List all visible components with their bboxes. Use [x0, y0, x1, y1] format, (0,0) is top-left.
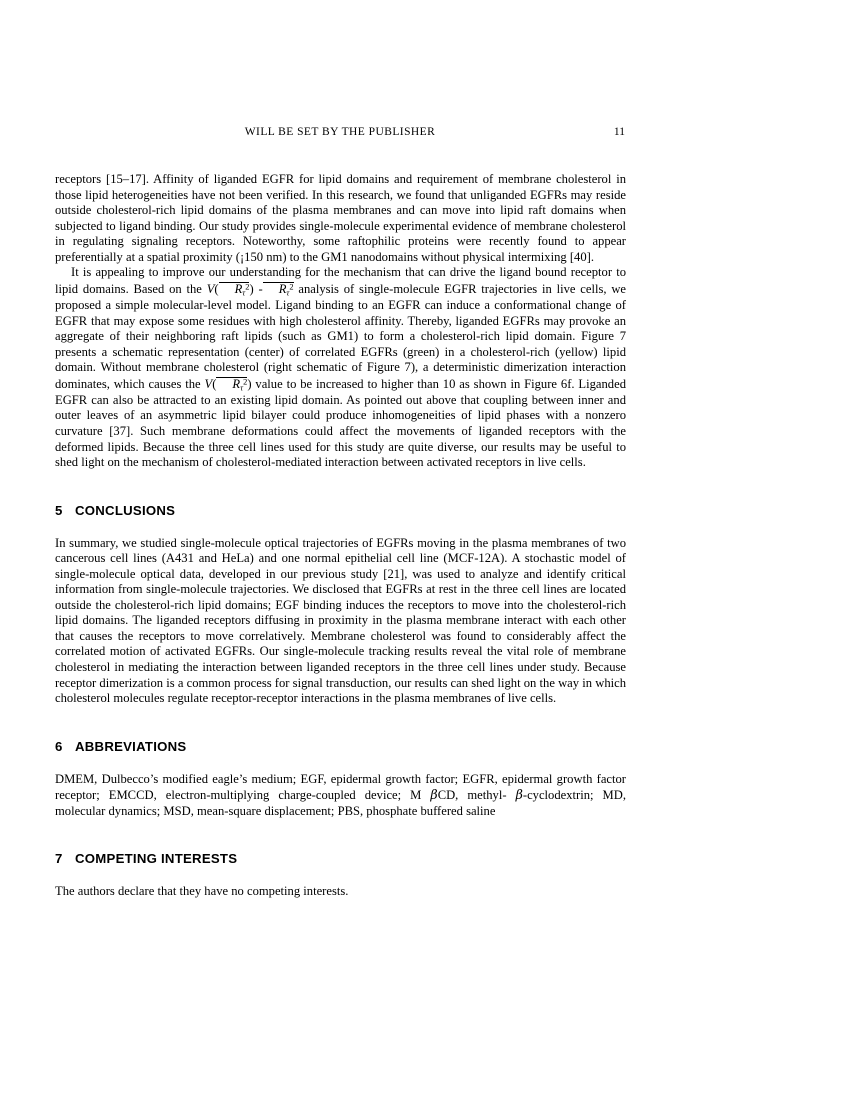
section-heading-abbreviations: [55, 739, 626, 755]
beta-symbol-cyclodextrin: β: [515, 787, 523, 803]
body-column: [55, 172, 626, 900]
spacer-before-competing-interests: [55, 819, 626, 851]
abbreviations-text-b: CD, methyl-: [437, 788, 516, 803]
formula-tau: τ: [242, 288, 246, 298]
formula-exponent-b: 2: [243, 377, 248, 387]
formula-V-b: V: [204, 376, 213, 391]
paragraph-2-text-a: It is appealing to improve our understanding for the mechanism that can drive the ligand bound receptor to lipid domains. Based on the: [55, 265, 626, 296]
section-number-5: 5: [55, 502, 63, 518]
beta-symbol-mbcd: β: [430, 787, 438, 803]
spacer-after-abbreviations-head: [55, 755, 626, 772]
section-heading-conclusions: [55, 503, 626, 519]
section-body-competing-interests: The authors declare that they have no competing interests.: [55, 884, 349, 899]
section-title-abbreviations: ABBREVIATIONS: [75, 738, 187, 754]
spacer-before-conclusions: [55, 471, 626, 503]
inline-formula-variance: V( $R_\tau^2$): [204, 376, 252, 393]
spacer-before-abbreviations: [55, 707, 626, 739]
formula-exponent: 2: [245, 282, 250, 292]
section-body-abbreviations: [55, 772, 626, 820]
paragraph-1-text: receptors [15–17]. Affinity of liganded EGFR for lipid domains and requirement of membrane cholesterol in those lipid heterogeneities have not been verified. In this research, we found that unliganded EGFRs may reside outside cholesterol-rich lipid domains of the plasma membranes and can move into lipid raft domains when subjected to ligand binding. Our study provides single-molecule experimental evidence of membrane cholesterol in regulating signaling receptors. Noteworthy, some raftophilic proteins were recently found to appear preferentially at a spatial proximity (¡150 nm) to the GM1 nanodomains without physical intermixing [40].: [55, 172, 626, 264]
spacer-after-conclusions-head: [55, 519, 626, 536]
formula-V: V: [206, 281, 215, 296]
abbreviations-text-c: -cyclodextrin; MD, molecular dynamics; MSD, mean-square displacement; PBS, phosphate buffered saline: [55, 788, 626, 818]
spacer-after-competing-head: [55, 867, 626, 884]
paragraph-model-discussion: [55, 265, 626, 470]
running-head-title: WILL BE SET BY THE PUBLISHER: [244, 126, 436, 138]
paragraph-continued: [55, 172, 626, 265]
formula-R-b: R: [232, 376, 241, 391]
section-title-competing-interests: COMPETING INTERESTS: [75, 851, 238, 867]
paragraph-2-text-b: analysis of single-molecule EGFR trajectories in live cells, we proposed a simple molecular-level model. Ligand binding to an EGFR can induce a conformational change of EGFR that may expose some residues with high cholesterol affinity. Thereby, liganded EGFRs may provoke an aggregate of their neighboring raft lipids (such as GM1) to form a cholesterol-rich lipid domain. Figure 7 presents a schematic representation (center) of correlated EGFRs (green) in a cholesterol-rich (yellow) lipid domain. Without membrane cholesterol (right schematic of Figure 7), a deterministic dimerization interaction dominates, which causes the: [55, 281, 627, 391]
section-body-conclusions: In summary, we studied single-molecule optical trajectories of EGFRs moving in the plasma membranes of two cancerous cell lines (A431 and HeLa) and one normal epithelial cell line (MCF-12A). A stochastic model of single-molecule optical data, developed in our previous study [21], was used to analyze and identify critical information from single-molecule trajectories. We disclosed that EGFRs at rest in the three cell lines are located outside the cholesterol-rich lipid domains; EGF binding induces the receptors to move into the cholesterol-rich lipid domains. The liganded receptors diffusing in proximity in the plasma membrane interact with each other that causes the receptors to move correlatively. Membrane cholesterol was found to considerably affect the correlated motion of activated EGFRs. Our single-molecule tracking results reveal the vital role of membrane cholesterol in mediating the interaction between liganded receptors in the three cell lines under study. Because receptor dimerization is a common process for signal transduction, our results can shed light on the way in which cholesterol molecules regulate receptor-receptor interactions in the plasma membranes of live cells.: [55, 535, 626, 706]
abbreviations-text-a: DMEM, Dulbecco’s modified eagle’s medium; EGF, epidermal growth factor; EGFR, epidermal growth factor receptor; EMCCD, electron-multiplying charge-coupled device; M: [55, 771, 626, 803]
formula-R-2: R: [278, 281, 287, 296]
formula-exponent-2: 2: [289, 282, 294, 292]
running-head: [55, 126, 625, 142]
formula-tau-b: τ: [240, 383, 244, 393]
formula-tau-2: τ: [286, 288, 290, 298]
formula-R: R: [234, 281, 243, 296]
section-heading-competing-interests: [55, 851, 626, 867]
section-title-conclusions: CONCLUSIONS: [75, 502, 176, 518]
inline-formula-variance-minus-mean: V( $R_\tau^2) - R_\tau^2$: [206, 281, 294, 298]
page-number: 11: [613, 126, 625, 138]
section-number-6: 6: [55, 738, 63, 754]
paragraph-2-text-c: value to be increased to higher than 10 as shown in Figure 6f. Liganded EGFR can also be attracted to an existing lipid domain. As pointed out above that coupling between inner and outer leaves of an asymmetric lipid bilayer could produce inhomogeneities of lipid phases with a nonzero curvature [37]. Such membrane deformations could affect the movements of liganded receptors with the deformed lipids. Because the three cell lines used for this study are quite diverse, our results may be useful to shed light on the mechanism of cholesterol-mediated interaction between activated receptors in live cells.: [55, 376, 626, 470]
section-number-7: 7: [55, 851, 63, 867]
